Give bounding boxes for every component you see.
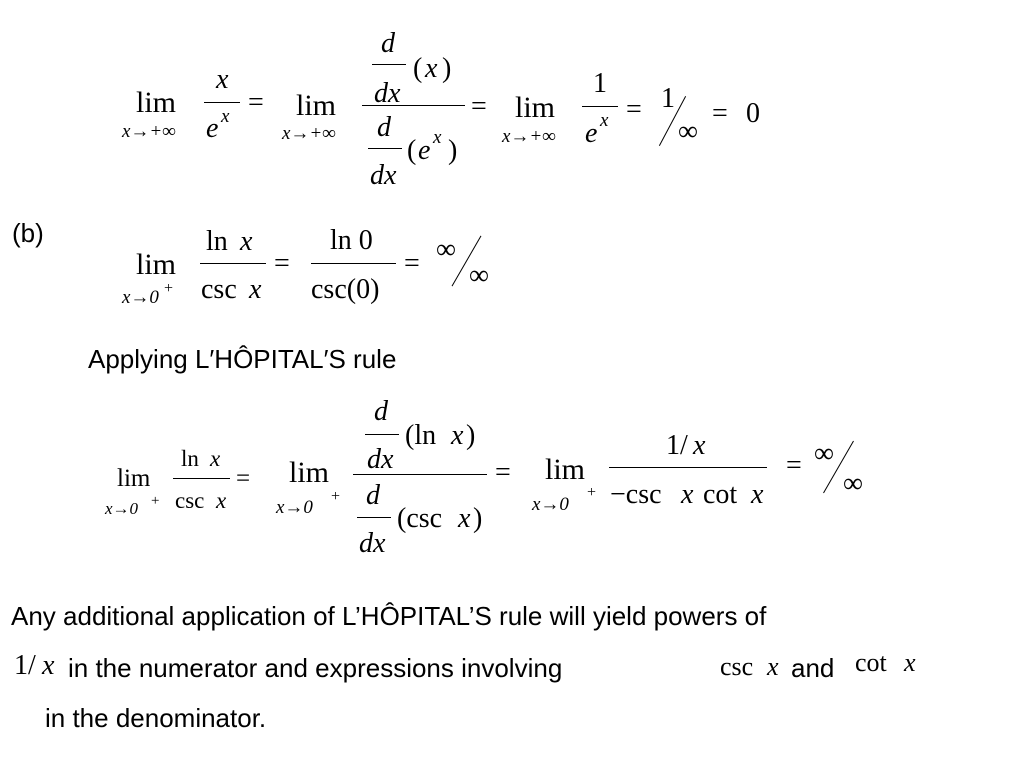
eq3-den-x: x: [216, 488, 227, 513]
eq3-num-dfrac-bar: [365, 434, 399, 435]
para-csc-x: x: [767, 652, 779, 681]
eq1-den-dx: dx: [370, 160, 397, 191]
eq2-num-ln: ln: [206, 226, 228, 257]
eq1-den-d: d: [377, 112, 391, 143]
eq3-frac-bar-3: [609, 467, 767, 468]
eq1-lim-3-sub: x→+∞: [502, 126, 556, 147]
eq1-num-lparen: (: [413, 53, 423, 84]
eq3-den-x4: x: [751, 479, 764, 510]
eq3-den-neg-csc: −csc: [610, 479, 662, 510]
eq1-den-e3: e: [585, 118, 598, 149]
eq3-num-ln: ln: [181, 446, 199, 471]
eq3-num-x: x: [210, 446, 221, 471]
para-line-3: in the denominator.: [45, 703, 267, 733]
eq3-equals-3: =: [786, 450, 802, 481]
eq1-equals-1: =: [248, 87, 264, 118]
eq1-one-over: 1: [661, 83, 675, 114]
eq3-lim-1: lim: [117, 465, 151, 492]
eq3-den-x3: x: [681, 479, 694, 510]
eq3-inf-top: ∞: [814, 438, 834, 469]
eq1-num-rparen: ): [442, 53, 452, 84]
para-line-1: Any additional application of L’HÔPITAL’S rule will yield powers of: [11, 601, 767, 631]
eq1-den-exp: x: [221, 106, 230, 127]
eq2-frac-bar-1: [200, 263, 266, 264]
eq3-num-d: d: [374, 396, 388, 427]
label-b: (b): [12, 218, 44, 248]
eq3-num-x2: x: [451, 420, 464, 451]
eq1-num-dfrac-bar: [372, 64, 406, 65]
eq2-den-csc0: csc(0): [311, 274, 380, 305]
eq1-lim-1-sub: x→+∞: [122, 121, 176, 142]
eq1-equals-4: =: [712, 98, 728, 129]
eq3-lim-3: lim: [545, 453, 586, 486]
eq2-den-csc: csc: [201, 274, 237, 305]
eq2-inf-bottom: ∞: [469, 260, 489, 291]
eq1-num-dx: dx: [374, 78, 401, 109]
eq1-equals-2: =: [471, 91, 487, 122]
eq1-frac-bar-1: [204, 102, 240, 103]
eq3-equals-1: =: [236, 465, 251, 492]
para-line-2b: and: [791, 653, 835, 683]
eq1-den-exp2: x: [433, 127, 442, 148]
eq1-num-d: d: [381, 28, 395, 59]
eq1-lim-2: lim: [296, 89, 337, 122]
eq1-den-exp3: x: [600, 110, 609, 131]
eq1-lim-1: lim: [136, 86, 177, 119]
para-cot-x: x: [904, 648, 916, 677]
lhopital-heading: Applying L′HÔPITAL′S rule: [88, 344, 397, 374]
eq1-den-e: e: [206, 113, 219, 144]
eq3-lim-3-plus: +: [587, 484, 597, 501]
eq3-inf-bottom: ∞: [843, 468, 863, 499]
eq3-frac-bar-1: [173, 478, 230, 479]
eq1-den-rparen: ): [448, 135, 458, 166]
eq3-num-x3: x: [693, 430, 706, 461]
eq1-equals-3: =: [626, 94, 642, 125]
eq3-den-d: d: [366, 480, 380, 511]
eq2-den-x: x: [249, 274, 262, 305]
eq2-inf-top: ∞: [436, 234, 456, 265]
eq1-den-lparen: (: [407, 135, 417, 166]
eq1-num-one: 1: [593, 68, 607, 99]
eq2-equals-2: =: [404, 248, 420, 279]
eq2-lim: lim: [136, 248, 177, 281]
eq3-num-dx: dx: [367, 444, 394, 475]
eq3-num-rparen: ): [466, 420, 476, 451]
para-x: x: [42, 650, 55, 681]
eq1-den-e2: e: [418, 135, 431, 166]
eq2-lim-sub: x→0: [122, 287, 159, 308]
para-line-2a: in the numerator and expressions involving: [68, 653, 563, 683]
eq3-num-one-over: 1/: [666, 430, 688, 461]
eq3-frac-bar-2: [353, 474, 487, 475]
eq3-lim-1-plus: +: [151, 493, 160, 509]
eq3-den-csc: csc: [175, 488, 205, 513]
eq3-den-csc-paren: (csc: [397, 503, 443, 534]
eq2-num-x: x: [240, 226, 253, 257]
para-csc: csc: [720, 652, 754, 681]
eq1-den-dfrac-bar: [368, 148, 402, 149]
eq2-frac-bar-2: [311, 263, 396, 264]
eq3-den-dfrac-bar: [357, 517, 391, 518]
eq2-lim-sub-plus: +: [164, 280, 174, 297]
eq3-equals-2: =: [495, 457, 511, 488]
eq3-den-x2: x: [458, 503, 471, 534]
eq3-lim-2-plus: +: [331, 488, 341, 505]
eq3-den-rparen: ): [473, 503, 483, 534]
eq3-den-cot: cot: [703, 479, 738, 510]
eq2-num-ln0: ln 0: [330, 225, 373, 256]
eq1-lim-2-sub: x→+∞: [282, 123, 336, 144]
eq1-lim-3: lim: [515, 91, 556, 124]
eq3-num-ln-paren: (ln: [405, 420, 437, 451]
para-one-over: 1/: [14, 650, 36, 681]
eq1-inf: ∞: [678, 116, 698, 147]
eq3-lim-2-sub: x→0: [276, 497, 313, 518]
para-cot: cot: [855, 648, 887, 677]
eq2-equals-1: =: [274, 248, 290, 279]
eq1-num-x2: x: [425, 53, 438, 84]
eq3-den-dx: dx: [359, 528, 386, 559]
eq3-lim-2: lim: [289, 456, 330, 489]
eq1-zero: 0: [746, 98, 760, 129]
eq1-frac-bar-3: [582, 106, 618, 107]
eq3-lim-1-sub: x→0: [105, 499, 139, 518]
eq1-frac-bar-2: [362, 105, 465, 106]
eq1-num-x: x: [216, 64, 229, 95]
eq3-lim-3-sub: x→0: [532, 494, 569, 515]
